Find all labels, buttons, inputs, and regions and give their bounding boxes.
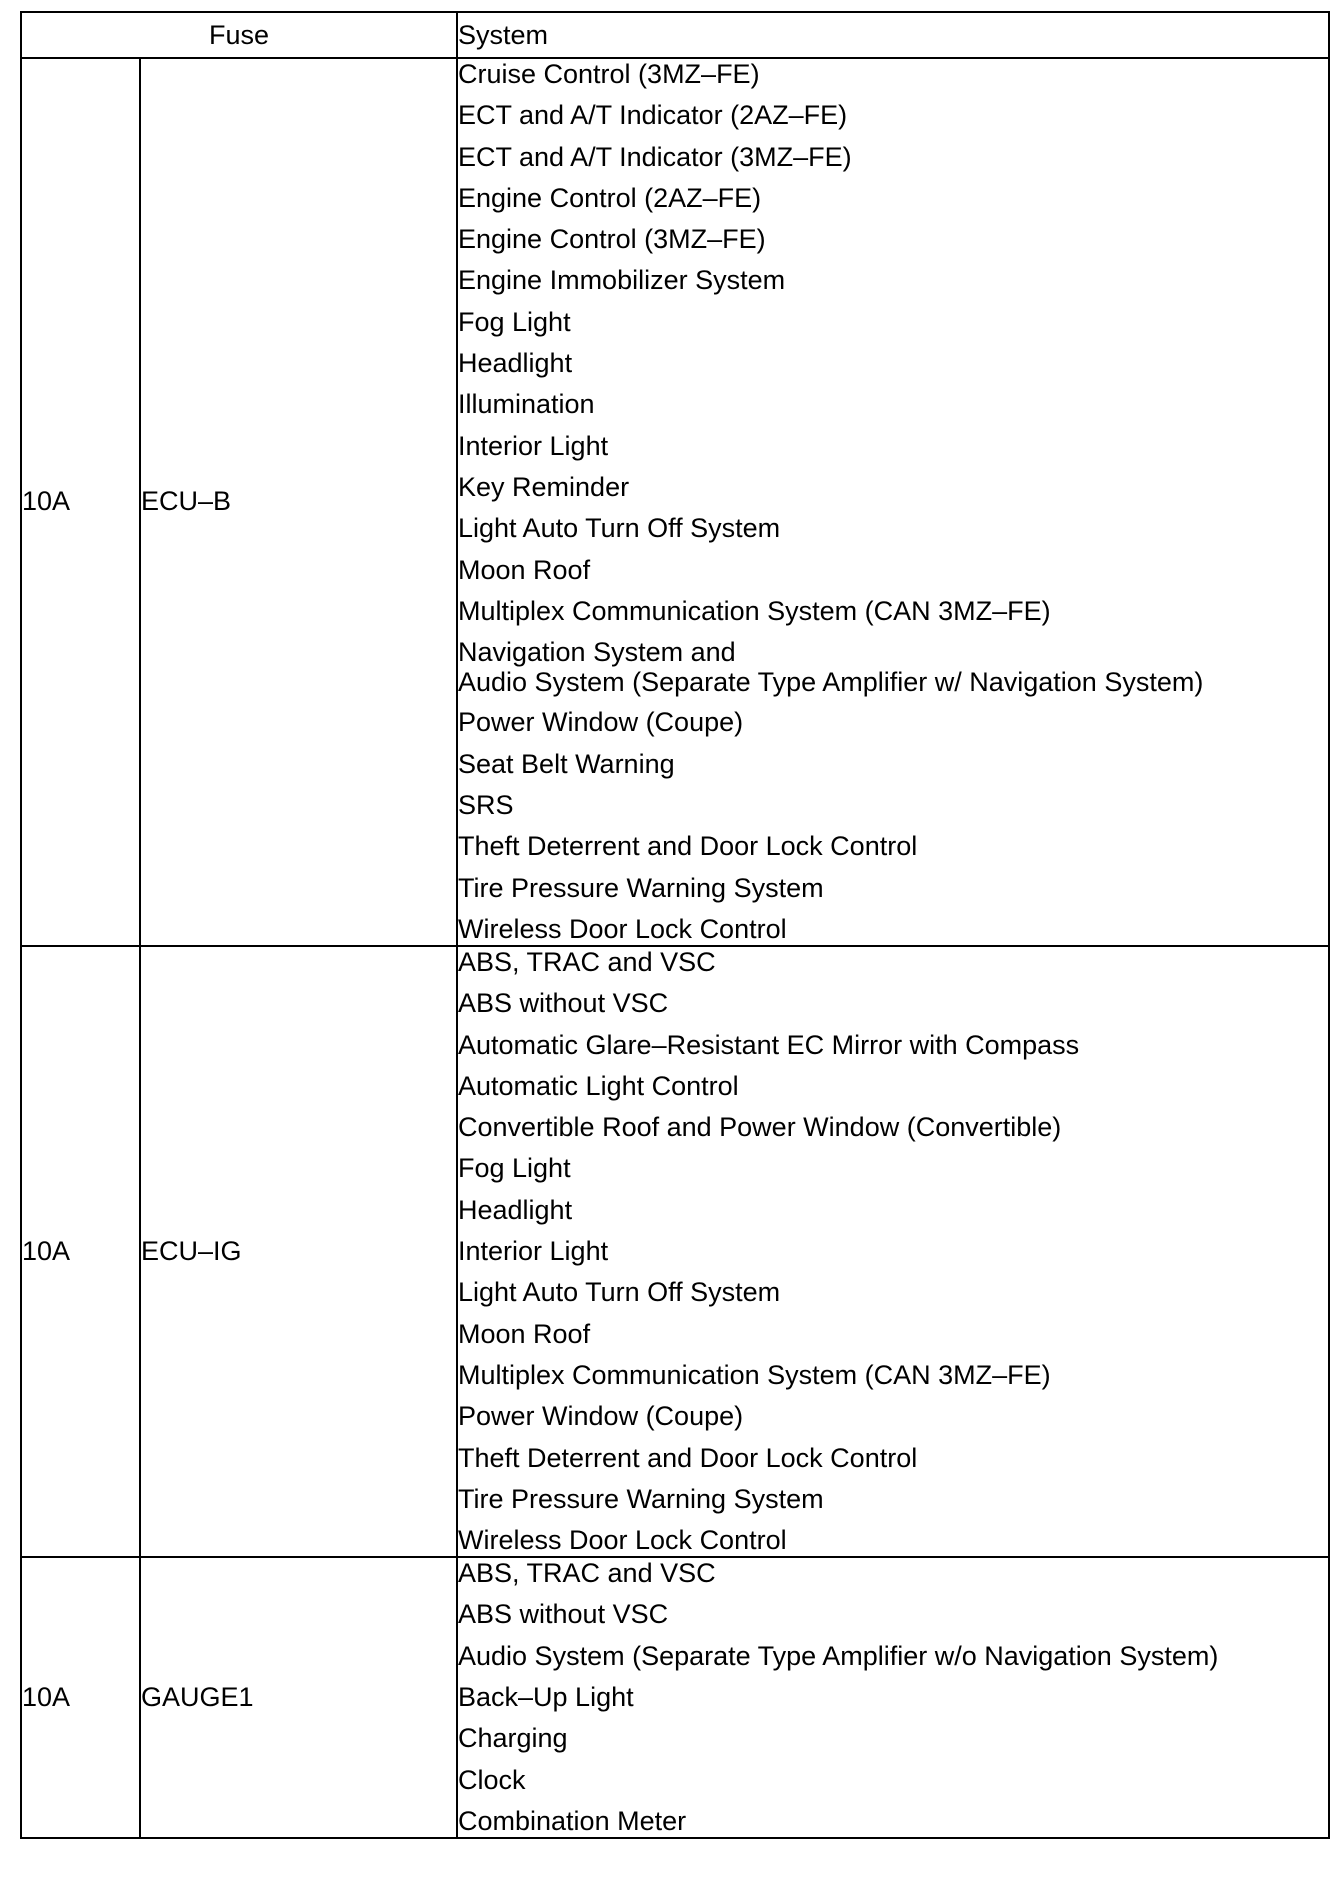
- system-item: Tire Pressure Warning System: [458, 872, 824, 903]
- system-item: Moon Roof: [458, 554, 591, 585]
- header-fuse: Fuse: [21, 12, 457, 58]
- fuse-name: ECU–IG: [140, 946, 457, 1557]
- system-item: Key Reminder: [458, 471, 630, 502]
- system-item: Multiplex Communication System (CAN 3MZ–FE): [458, 1359, 1051, 1390]
- fuse-name: GAUGE1: [140, 1557, 457, 1838]
- system-item: Navigation System and Audio System (Separate Type Amplifier w/ Navigation System): [458, 637, 1204, 698]
- table-row: [21, 58, 1329, 946]
- system-item: Light Auto Turn Off System: [458, 1277, 781, 1308]
- system-list: [457, 1557, 1329, 1838]
- system-item: ABS without VSC: [458, 1599, 669, 1630]
- system-item: Convertible Roof and Power Window (Convertible): [458, 1112, 1062, 1143]
- system-item: Multiplex Communication System (CAN 3MZ–FE): [458, 595, 1051, 626]
- system-item: Interior Light: [458, 430, 609, 461]
- system-item: Audio System (Separate Type Amplifier w/o Navigation System): [458, 1640, 1219, 1671]
- system-item: Wireless Door Lock Control: [458, 913, 787, 944]
- fuse-table: [20, 11, 1330, 1839]
- fuse-amperage: 10A: [21, 946, 140, 1557]
- system-item: Theft Deterrent and Door Lock Control: [458, 831, 918, 862]
- table-body: [21, 58, 1329, 1838]
- system-item: Power Window (Coupe): [458, 1401, 744, 1432]
- system-item: Charging: [458, 1723, 568, 1754]
- system-item: Headlight: [458, 348, 573, 379]
- system-item: Engine Immobilizer System: [458, 265, 786, 296]
- system-list: [457, 58, 1329, 946]
- system-item: Automatic Glare–Resistant EC Mirror with Compass: [458, 1029, 1080, 1060]
- table-row: [21, 946, 1329, 1557]
- system-item: Engine Control (3MZ–FE): [458, 224, 766, 255]
- system-item: Cruise Control (3MZ–FE): [458, 59, 760, 89]
- system-item: Fog Light: [458, 1153, 571, 1184]
- system-item: ECT and A/T Indicator (3MZ–FE): [458, 141, 852, 172]
- system-item: Light Auto Turn Off System: [458, 513, 781, 544]
- system-item: ABS, TRAC and VSC: [458, 1558, 716, 1589]
- system-list: [457, 946, 1329, 1557]
- system-item: Combination Meter: [458, 1805, 687, 1836]
- fuse-amperage: 10A: [21, 58, 140, 946]
- system-item: Fog Light: [458, 306, 571, 337]
- system-item: Illumination: [458, 389, 595, 420]
- table-header-row: [21, 12, 1329, 58]
- fuse-amperage: 10A: [21, 1557, 140, 1838]
- system-item: Headlight: [458, 1194, 573, 1225]
- system-item: Theft Deterrent and Door Lock Control: [458, 1442, 918, 1473]
- system-item: Moon Roof: [458, 1318, 591, 1349]
- table-row: [21, 1557, 1329, 1838]
- fuse-name: ECU–B: [140, 58, 457, 946]
- system-item: SRS: [458, 790, 514, 821]
- system-item: Automatic Light Control: [458, 1070, 739, 1101]
- system-item: Engine Control (2AZ–FE): [458, 182, 762, 213]
- system-item: Back–Up Light: [458, 1681, 634, 1712]
- system-item: Clock: [458, 1764, 526, 1795]
- header-system: System: [457, 12, 1329, 58]
- system-item: Seat Belt Warning: [458, 748, 675, 779]
- system-item: Wireless Door Lock Control: [458, 1525, 787, 1556]
- system-item: Interior Light: [458, 1236, 609, 1267]
- system-item: Power Window (Coupe): [458, 707, 744, 738]
- system-item: ABS, TRAC and VSC: [458, 946, 716, 977]
- system-item: Tire Pressure Warning System: [458, 1483, 824, 1514]
- system-item: ABS without VSC: [458, 988, 669, 1019]
- system-item: ECT and A/T Indicator (2AZ–FE): [458, 100, 848, 131]
